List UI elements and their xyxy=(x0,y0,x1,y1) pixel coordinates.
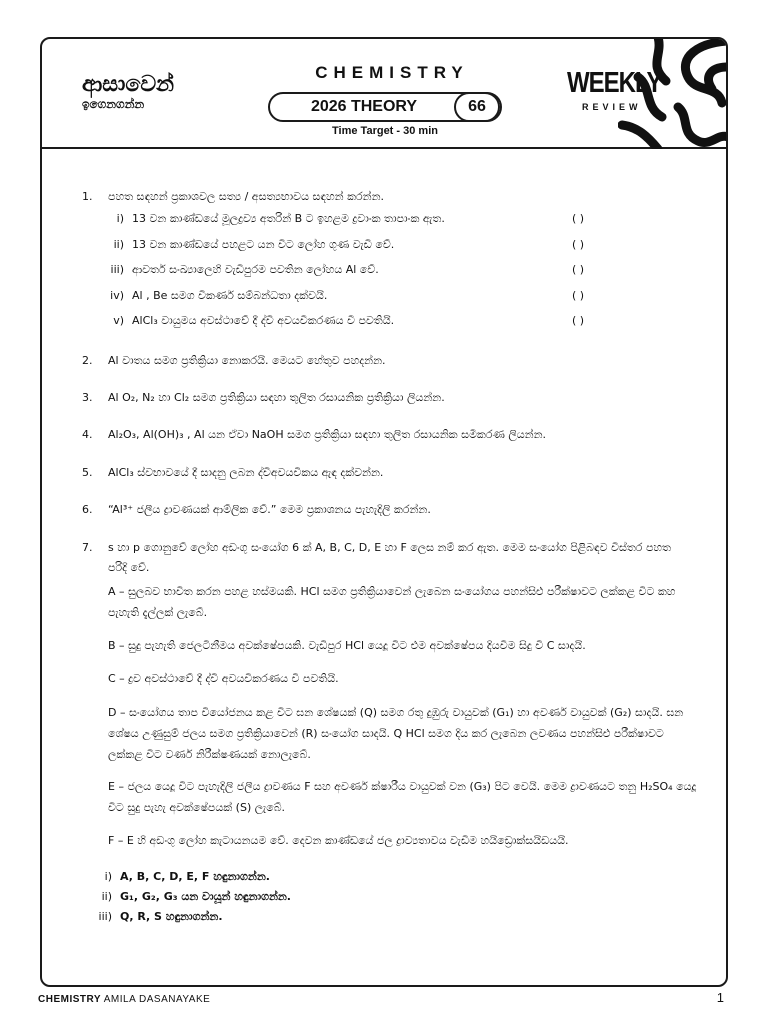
logo-sub: ඉගෙනගන්න xyxy=(82,97,145,111)
footer-brand: CHEMISTRY xyxy=(38,994,102,1005)
compound-f-description: F – E හි අඩංගු ලෝහ කැටායනයම වේ. දෙවන කාණ්ඩයේ ජල ද්‍රාව්‍යතාවය වැඩිම හයිඩ්‍රොක්සයිඩයයි. xyxy=(108,834,569,847)
logo-main: ආසාවෙන් xyxy=(82,72,175,97)
compound-d-description: D – සංයෝගය තාප වියෝජනය කළ විට ඝන ශේෂයක් (Q) සමග රතු දුඹුරු වායුවක් (G₁) හා අවර්ණ වායුවක් (G₂) සාදයි. ඝන ශේෂය උණුසුම් ජලය සමග ප්‍රතික්‍රියාවෙන් (R) සංයෝග සාදයි. Q HCl සමග දිය කර ලැබෙන ලවණය පහන්සිළු පරීක්ෂාවට ලක්කළ විට වර්ණ නිරීක්ෂණයක් නොලැබේ. xyxy=(108,706,684,761)
worksheet-frame xyxy=(40,37,728,987)
footer-credit xyxy=(38,994,210,1005)
worksheet-content: 1. පහත සඳහන් ප්‍රකාශවල සත්‍ය / අසත්‍යභාවය සඳහන් කරන්න. i) 13 වන කාණ්ඩයේ මූලද්‍රව්‍ය අතරින් B ට ඉහළම ද්‍රවාංක තාපාංක ඇත. ( ) ii) 13 වන කාණ්ඩයේ පහළට යන විට ලෝහ ගුණ වැඩි වේ. ( ) iii) ආවර්ත සංඛ්‍යාලෙහි වැඩිපුරම පවතින ලෝහය Al වේ. ( ) iv) Al , Be සමග විකර්ණ සම්බන්ධතා දක්වයි. ( ) v) AlCl₃ වායුමය අවස්ථාවේ දී ද්වි අවයවීකරණය වී පවතියි. ( ) 2. Al වාතය සමග ප්‍රතික්‍රියා නොකරයි. මෙයට හේතුව පහදන්න. 3. Al O₂, N₂ හා Cl₂ සමග ප්‍රතික්‍රියා සඳහා තුලිත රසායනික ප්‍රතික්‍රියා ලියන්න. 4. Al₂O₃, Al(OH)₃ , Al යන ඒවා NaOH සමග ප්‍රතික්‍රියා සඳහා තුලිත රසායනික සමීකරණ ලියන්න. 5. AlCl₃ ස්වභාවයේ දී සාදනු ලබන ද්විඅවයවිකය ඇඳ දක්වන්න. 6. “Al³⁺ ජලීය ද්‍රාවණයක් ආම්ලික වේ.” මෙම ප්‍රකාශනය පැහැදිලි කරන්න. 7. s හා p ගොනුවේ ලෝහ අඩංගු සංයෝග 6 ක් A, B, C, D, E හා F ලෙස නම් කර ඇත. මෙම සංයෝග පිළිබඳව විස්තර පහත පරිදි වේ. A – සුලබව භාවිත කරන පහළ හස්මයකි. HCl සමග ප්‍රතික්‍රියාවෙන් ලැබෙන සංයෝගය පහන්සිළු පරීක්ෂාවට ලක්කළ විට කහ පැහැති දැල්ලක් ලැබේ. B – සුදු පැහැති ජෙලටිනීමය අවක්ෂේපයකි. වැඩිපුර HCl යෙදූ විට එම අවක්ෂේපය දියවීම සිදු වී C සාදයි. C – ද්‍රව අවස්ථාවේ දී ද්වි අවයවීකරණය වී පවතියි. D – සංයෝගය තාප වියෝජනය කළ විට ඝන ශේෂයක් (Q) සමග රතු දුඹුරු වායුවක් (G₁) හා අවර්ණ වායුවක් (G₂) සාදයි. ඝන ශේෂය උණුසුම් ජලය සමග ප්‍රතික්‍රියාවෙන් (R) සංයෝග සාදයි. Q HCl සමග දිය කර ලැබෙන ලවණය පහන්සිළු පරීක්ෂාවට ලක්කළ විට වර්ණ නිරීක්ෂණයක් නොලැබේ. E – ජලය යෙදූ විට පැහැදිලි ජලීය ද්‍රාවණය F සහ අවර්ණ ක්ෂාරීය වායුවක් වන (G₃) පිට වෙයි. මෙම ද්‍රාවණයට තනු H₂SO₄ යෙදූ විට සුදු පැහැ අවක්ෂේපයක් (S) ලැබේ. F – E හි අඩංගු ලෝහ කැටායනයම වේ. දෙවන කාණ්ඩයේ ජල ද්‍රාව්‍යතාවය වැඩිම හයිඩ්‍රොක්සයිඩයයි. i) A, B, C, D, E, F හඳුනාගන්න. ii) G₁, G₂, G₃ යන වායූන් හඳුනාගන්න. iii) Q, R, S හඳුනාගන්න. xyxy=(82,190,697,923)
answer-bracket: ( ) xyxy=(572,263,585,276)
answer-bracket: ( ) xyxy=(572,212,585,225)
answer-bracket: ( ) xyxy=(572,289,585,302)
swirl-decoration-icon xyxy=(618,37,728,149)
paper-number: 66 xyxy=(454,92,500,122)
compound-a-description: A – සුලබව භාවිත කරන පහළ හස්මයකි. HCl සමග ප්‍රතික්‍රියාවෙන් ලැබෙන සංයෝගය පහන්සිළු පරීක්ෂාවට ලක්කළ විට කහ පැහැති දැල්ලක් ලැබේ. xyxy=(108,585,676,619)
paper-title-pill xyxy=(268,92,502,122)
page-number: 1 xyxy=(716,990,724,1005)
compound-b-description: B – සුදු පැහැති ජෙලටිනීමය අවක්ෂේපයකි. වැඩිපුර HCl යෙදූ විට එම අවක්ෂේපය දියවීම සිදු වී C සාදයි. xyxy=(108,639,586,652)
answer-bracket: ( ) xyxy=(572,314,585,327)
answer-bracket: ( ) xyxy=(572,238,585,251)
weekly-logo-text: WEEKLY xyxy=(567,66,662,99)
review-logo-text: REVIEW xyxy=(582,102,642,112)
compound-c-description: C – ද්‍රව අවස්ථාවේ දී ද්වි අවයවීකරණය වී පවතියි. xyxy=(108,672,339,685)
subject-title: CHEMISTRY xyxy=(315,63,469,82)
time-target: Time Target - 30 min xyxy=(332,125,438,137)
compound-e-description: E – ජලය යෙදූ විට පැහැදිලි ජලීය ද්‍රාවණය F සහ අවර්ණ ක්ෂාරීය වායුවක් වන (G₃) පිට වෙයි. මෙම ද්‍රාවණයට තනු H₂SO₄ යෙදූ විට සුදු පැහැ අවක්ෂේපයක් (S) ලැබේ. xyxy=(108,780,697,814)
footer-author: AMILA DASANAYAKE xyxy=(103,994,211,1005)
paper-title: 2026 THEORY xyxy=(310,98,418,115)
worksheet-header xyxy=(42,39,726,149)
